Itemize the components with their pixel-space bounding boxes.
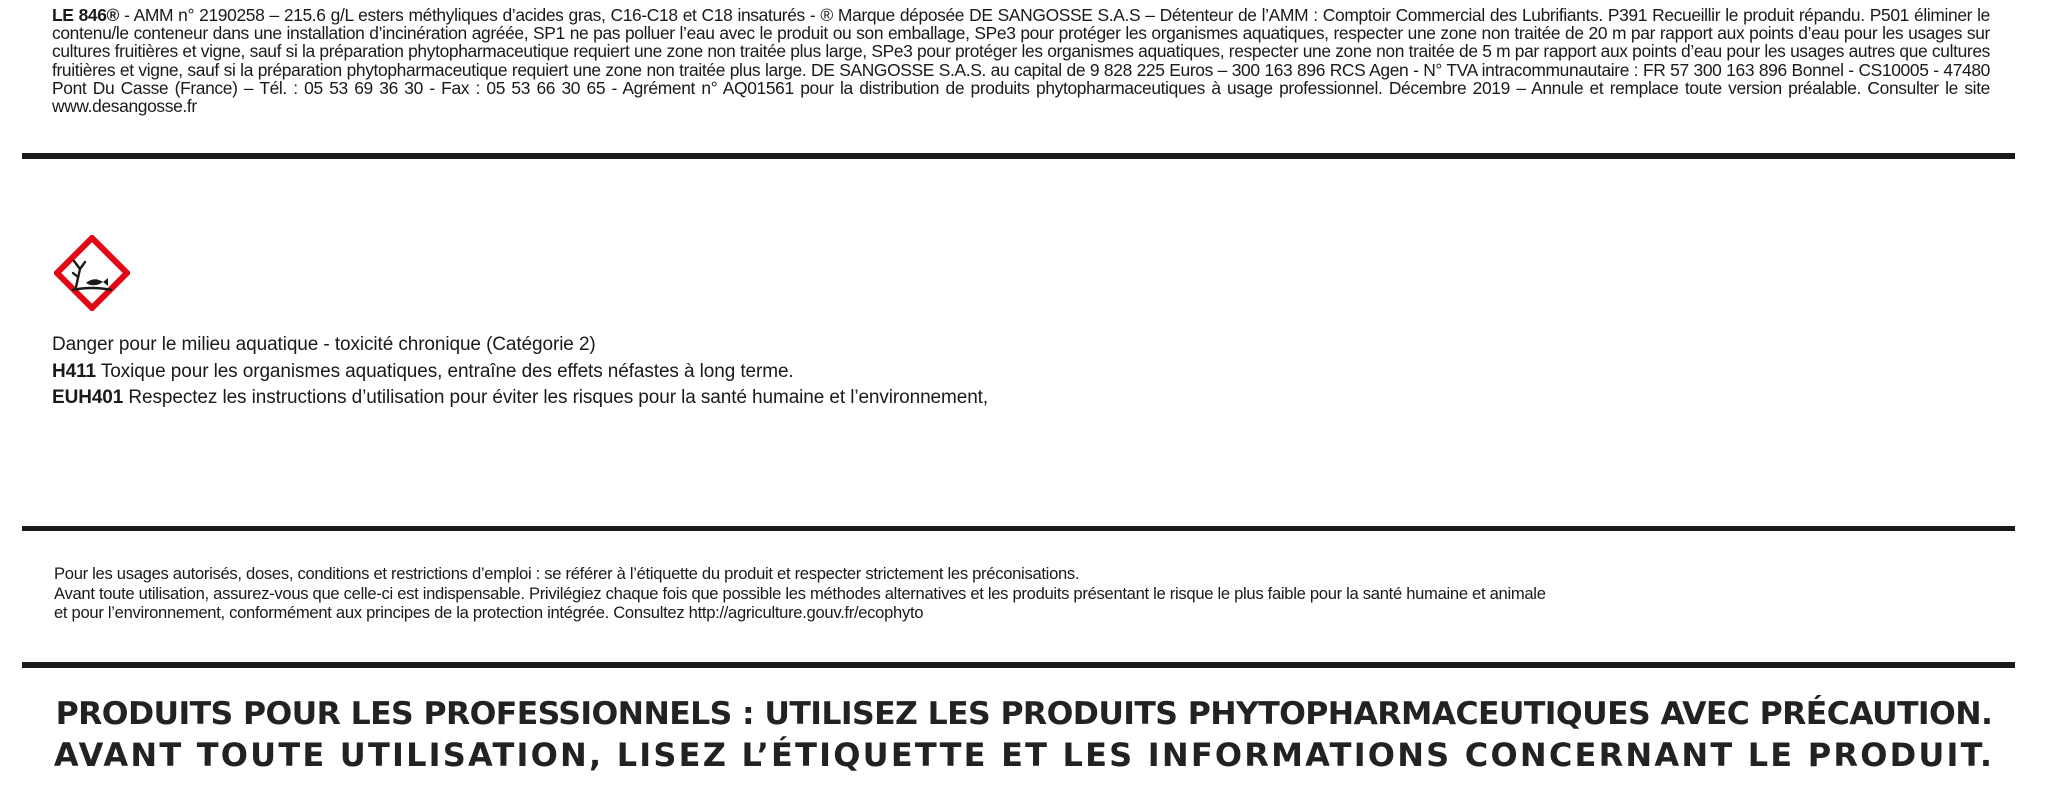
hazard-statements bbox=[52, 332, 988, 412]
h411-code: H411 bbox=[52, 360, 96, 382]
euh401-text: Respectez les instructions d’utilisation pour éviter les risques pour la santé humaine et l’environnement, bbox=[123, 387, 989, 408]
product-name: LE 846® bbox=[52, 5, 120, 25]
usage-line-3: et pour l’environnement, conformément aux principes de la protection intégrée. Consultez http://agriculture.gouv.fr/ecophyto bbox=[54, 603, 924, 623]
usage-line-1: Pour les usages autorisés, doses, conditions et restrictions d’emploi : se référer à l’étiquette du produit et respecter strictement les préconisations. bbox=[54, 564, 1080, 583]
banner-line-2: AVANT TOUTE UTILISATION, LISEZ L’ÉTIQUETTE ET LES INFORMATIONS CONCERNANT LE PRODUIT. bbox=[53, 736, 1995, 774]
legal-text bbox=[52, 6, 1990, 115]
usage-line-2: Avant toute utilisation, assurez-vous que celle-ci est indispensable. Privilégiez chaque fois que possible les méthodes alternatives et les produits présentant le risque le plus faible pour la santé humaine et animale bbox=[54, 583, 1546, 603]
divider-top bbox=[22, 153, 2015, 159]
h411-statement bbox=[52, 359, 988, 386]
legal-body: - AMM n° 2190258 – 215.6 g/L esters méthyliques d’acides gras, C16-C18 et C18 insaturés - ® Marque déposée DE SANGOSSE S.A.S – Détenteur de l’AMM : Comptoir Commercial des Lubrifiants. P391 Recueillir le produit répandu. P501 éliminer le contenu/le conteneur dans une installation d’incinération agréée, SP1 ne pas polluer l’eau avec le produit ou son emballage, SPe3 pour protéger les organismes aquatiques, respecter une zone non traitée de 20 m par rapport aux points d’eau pour les usages sur cultures fruitières et vigne, sauf si la préparation phytopharmaceutique requiert une zone non traitée plus large, SPe3 pour protéger les organismes aquatiques, respecter une zone non traitée de 5 m par rapport aux points d’eau pour les usages autres que cultures fruitières et vigne, sauf si la préparation phytopharmaceutique requiert une zone non traitée plus large. DE SANGOSSE S.A.S. au capital de 9 828 225 Euros – 300 163 896 RCS Agen - N° TVA intracommunautaire : FR 57 300 163 896 Bonnel - CS10005 - 47480 Pont Du Casse (France) – Tél. : 05 53 69 36 30 - Fax : 05 53 66 30 65 - Agrément n° AQ01561 pour la distribution de produits phytopharmaceutiques à usage professionnel. Décembre 2019 – Annule et remplace toute version préalable. Consulter le site www.desangosse.fr bbox=[52, 5, 1990, 117]
usage-notice bbox=[54, 564, 1546, 623]
euh401-statement bbox=[52, 385, 988, 412]
divider-bottom bbox=[22, 662, 2015, 668]
h411-text: Toxique pour les organismes aquatiques, entraîne des effets néfastes à long terme. bbox=[95, 360, 794, 382]
hazard-category: Danger pour le milieu aquatique - toxicité chronique (Catégorie 2) bbox=[52, 334, 596, 355]
ghs09-environment-icon bbox=[54, 235, 130, 311]
professional-warning-banner bbox=[0, 694, 2048, 776]
banner-line-1: PRODUITS POUR LES PROFESSIONNELS : UTILISEZ LES PRODUITS PHYTOPHARMACEUTIQUES AVEC PRÉCAUTION. bbox=[55, 696, 1993, 732]
divider-middle bbox=[22, 526, 2015, 531]
euh401-code: EUH401 bbox=[52, 387, 124, 408]
